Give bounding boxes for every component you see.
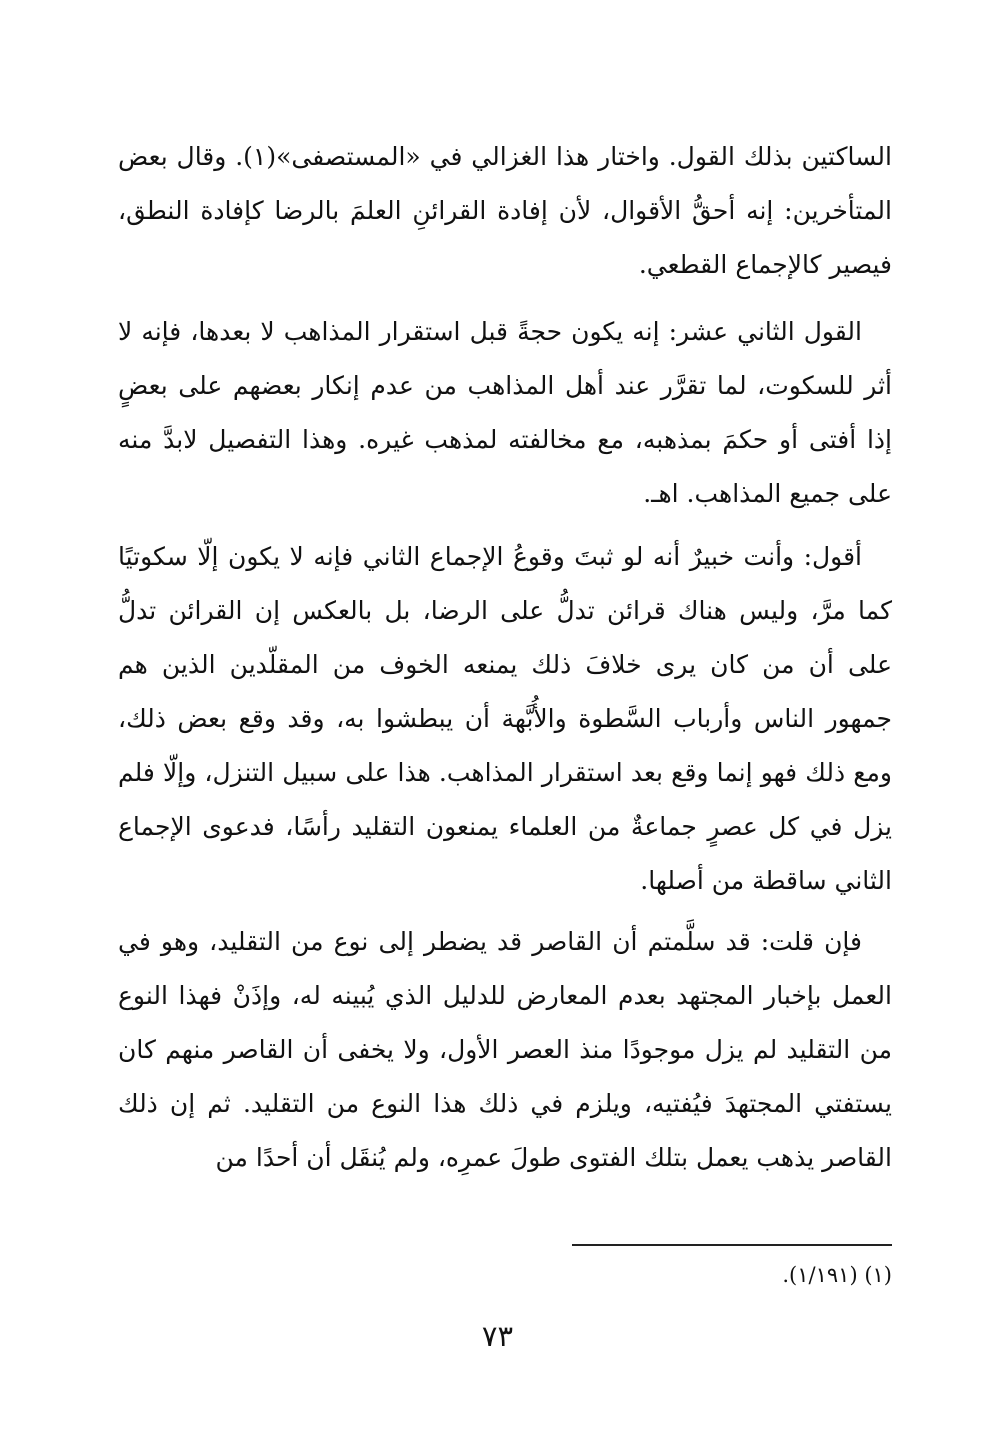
paragraph-text: الساكتين بذلك القول. واختار هذا الغزالي في «المستصفى»(١). وقال بعض المتأخرين: إنه أحقُّ الأقوال، لأن إفادة القرائنِ العلمَ بالرضا كإفادة النطق، فيصير كالإجماع القطعي. (118, 142, 892, 279)
paragraph-text: فإن قلت: قد سلَّمتم أن القاصر قد يضطر إلى نوع من التقليد، وهو في العمل بإخبار المجتهد بعدم المعارض للدليل الذي يُبينه له، وإذَنْ فهذا النوع من التقليد لم يزل موجودًا منذ العصر الأول، ولا يخفى أن القاصر منهم كان يستفتي المجتهدَ فيُفتيه، ويلزم في ذلك هذا النوع من التقليد. ثم إن ذلك القاصر يذهب يعمل بتلك الفتوى طولَ عمرِه، ولم يُنقَل أن أحدًا من (118, 927, 892, 1172)
body-paragraph-4 (118, 915, 892, 1185)
body-paragraph-3 (118, 530, 892, 908)
footnote: (١) (١/١٩١). (782, 1263, 892, 1287)
paragraph-text: أقول: وأنت خبيرٌ أنه لو ثبتَ وقوعُ الإجماع الثاني فإنه لا يكون إلّا سكوتيًا كما مرَّ، وليس هناك قرائن تدلُّ على الرضا، بل بالعكس إن القرائن تدلُّ على أن من كان يرى خلافَ ذلك يمنعه الخوف من المقلّدين الذين هم جمهور الناس وأرباب السَّطوة والأُبَّهة أن يبطشوا به، وقد وقع بعض ذلك، ومع ذلك فهو إنما وقع بعد استقرار المذاهب. هذا على سبيل التنزل، وإلّا فلم يزل في كل عصرٍ جماعةٌ من العلماء يمنعون التقليد رأسًا، فدعوى الإجماع الثاني ساقطة من أصلها. (118, 542, 892, 895)
footnote-separator (572, 1244, 892, 1246)
body-paragraph-2 (118, 305, 892, 521)
paragraph-text: القول الثاني عشر: إنه يكون حجةً قبل استقرار المذاهب لا بعدها، فإنه لا أثر للسكوت، لما تقرَّر عند أهل المذاهب من عدم إنكار بعضهم على بعضٍ إذا أفتى أو حكمَ بمذهبه، مع مخالفته لمذهب غيره. وهذا التفصيل لابدَّ منه على جميع المذاهب. اهـ. (118, 317, 892, 508)
page-number: ٧٣ (481, 1319, 514, 1353)
body-paragraph-1 (118, 130, 892, 292)
